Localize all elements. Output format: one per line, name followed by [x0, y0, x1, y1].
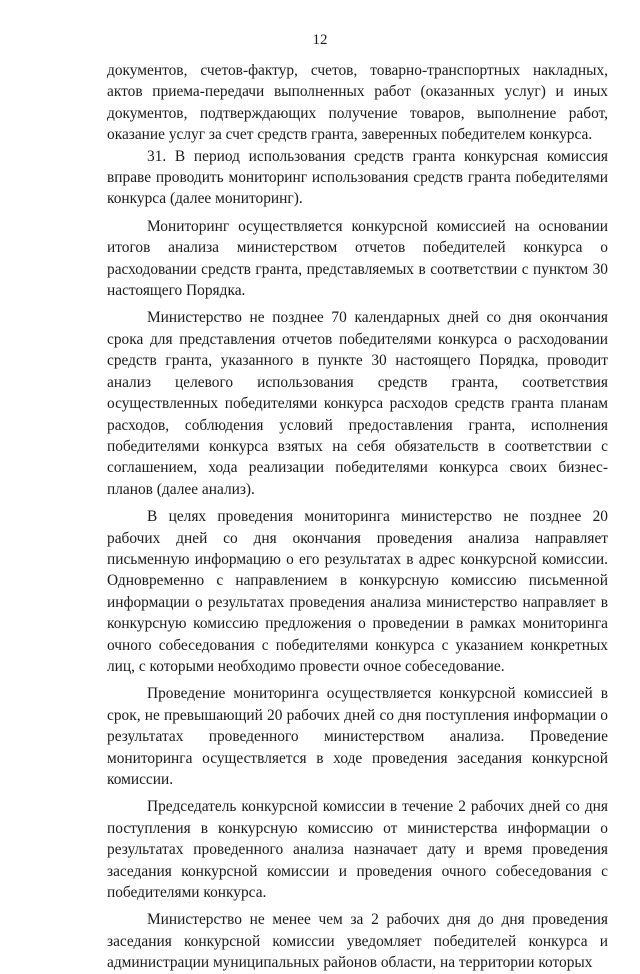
page-number: 12 — [312, 32, 328, 48]
paragraph-3: Мониторинг осуществляется конкурсной комиссией на основании итогов анализа министерством отчетов победителей конкурса о расходовании средств гранта, представляемых в соответствии с пунктом 30 настоящего Порядка. — [107, 217, 608, 300]
document-body — [107, 60, 608, 974]
paragraph-4: Министерство не позднее 70 календарных дней со дня окончания срока для представления отчетов победителями конкурса о расходовании средств гранта, указанного в пункте 30 настоящего Порядка, проводит анализ целевого использования средств гранта, соответствия осуществленных победителями конкурса расходов средств гранта планам расходов, соблюдения условий предоставления гранта, исполнения победителями конкурса взятых на себя обязательств в соответствии с соглашением, хода реализации победителями конкурса своих бизнес-планов (далее анализ). — [107, 309, 608, 498]
paragraph-7: Председатель конкурсной комиссии в течение 2 рабочих дней со дня поступления в конкурсную комиссию от министерства информации о результатах проведенного анализа назначает дату и время проведения заседания конкурсной комиссии и проведения очного собеседования с победителями конкурса. — [107, 798, 608, 902]
paragraph-2: 31. В период использования средств гранта конкурсная комиссия вправе проводить мониторинг использования средств гранта победителями конкурса (далее мониторинг). — [107, 147, 608, 208]
paragraph-6: Проведение мониторинга осуществляется конкурсной комиссией в срок, не превышающий 20 рабочих дней со дня поступления информации о результатах проведенного министерством анализа. Проведение мониторинга осуществляется в ходе проведения заседания конкурсной комиссии. — [107, 685, 608, 788]
paragraph-8: Министерство не менее чем за 2 рабочих дня до дня проведения заседания конкурсной комиссии уведомляет победителей конкурса и администрации муниципальных районов области, на территории которых — [107, 911, 608, 972]
paragraph-1: документов, счетов-фактур, счетов, товарно-транспортных накладных, актов приема-передачи выполненных работ (оказанных услуг) и иных документов, подтверждающих получение товаров, выполнение работ, оказание услуг за счет средств гранта, заверенных победителем конкурса. — [107, 62, 608, 144]
paragraph-5: В целях проведения мониторинга министерство не позднее 20 рабочих дней со дня окончания проведения анализа направляет письменную информацию о его результатах в адрес конкурсной комиссии. Одновременно с направлением в конкурсную комиссию письменной информации о результатах проведения анализа министерство направляет в конкурсную комиссию предложения о проведении в рамках мониторинга очного собеседования с победителями конкурса с указанием конкретных лиц, с которыми необходимо провести очное собеседование. — [107, 508, 608, 675]
